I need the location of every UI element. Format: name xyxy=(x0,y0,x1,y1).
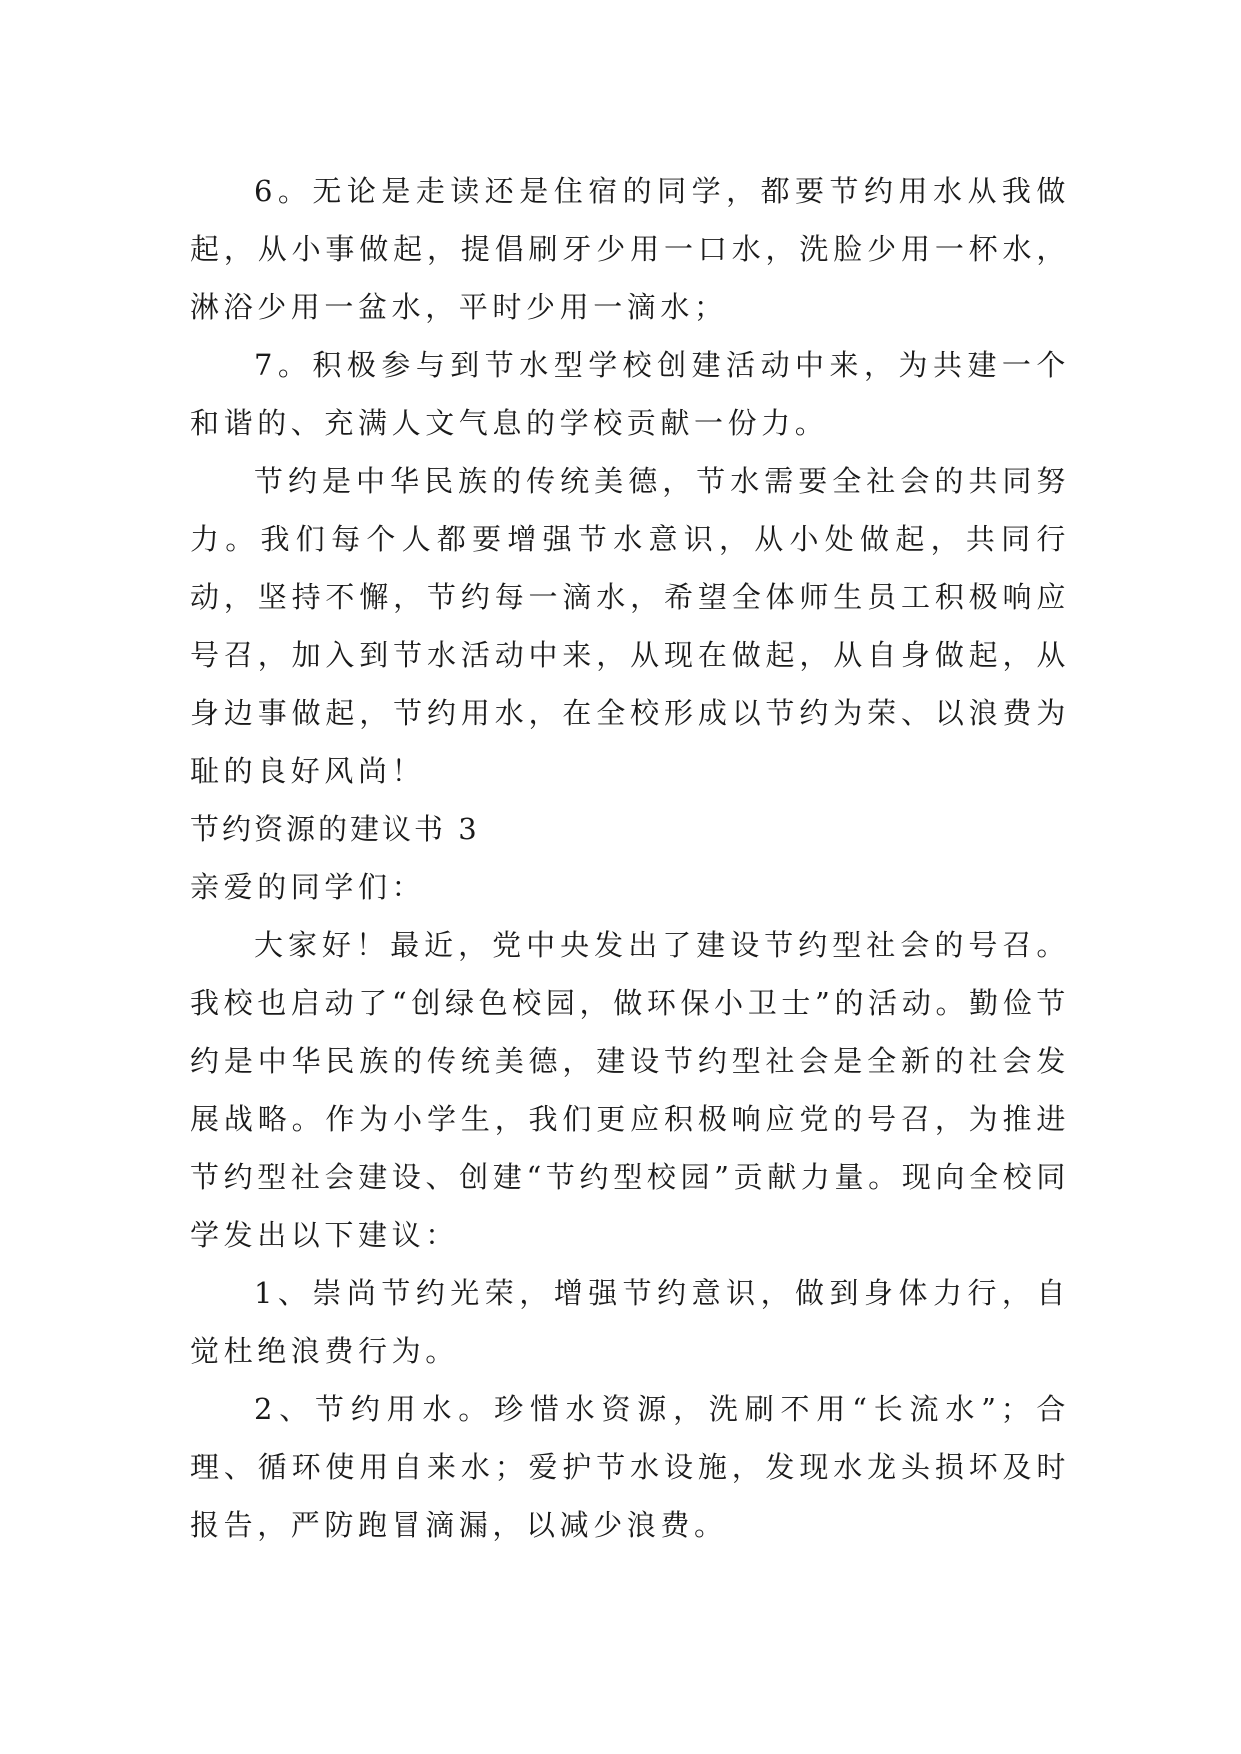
document-body xyxy=(190,162,1070,1554)
letter-intro-paragraph: 大家好！最近，党中央发出了建设节约型社会的号召。我校也启动了“创绿色校园，做环保小卫士”的活动。勤俭节约是中华民族的传统美德，建设节约型社会是全新的社会发展战略。作为小学生，我们更应积极响应党的号召，为推进节约型社会建设、创建“节约型校园”贡献力量。现向全校同学发出以下建议： xyxy=(190,928,1070,1252)
greeting: 亲爱的同学们： xyxy=(190,870,426,904)
suggestion-item-1: 1、崇尚节约光荣，增强节约意识，做到身体力行，自觉杜绝浪费行为。 xyxy=(190,1276,1070,1368)
paragraph-conclusion: 节约是中华民族的传统美德，节水需要全社会的共同努力。我们每个人都要增强节水意识，从小处做起，共同行动，坚持不懈，节约每一滴水，希望全体师生员工积极响应号召，加入到节水活动中来，从现在做起，从自身做起，从身边事做起，节约用水，在全校形成以节约为荣、以浪费为耻的良好风尚！ xyxy=(190,464,1070,788)
section-title: 节约资源的建议书 3 xyxy=(190,812,480,846)
paragraph-item-6: 6。无论是走读还是住宿的同学，都要节约用水从我做起，从小事做起，提倡刷牙少用一口水，洗脸少用一杯水，淋浴少用一盆水，平时少用一滴水； xyxy=(190,174,1070,324)
suggestion-item-2: 2、节约用水。珍惜水资源，洗刷不用“长流水”；合理、循环使用自来水；爱护节水设施，发现水龙头损坏及时报告，严防跑冒滴漏，以减少浪费。 xyxy=(190,1392,1070,1542)
paragraph-item-7: 7。积极参与到节水型学校创建活动中来，为共建一个和谐的、充满人文气息的学校贡献一份力。 xyxy=(190,348,1070,440)
